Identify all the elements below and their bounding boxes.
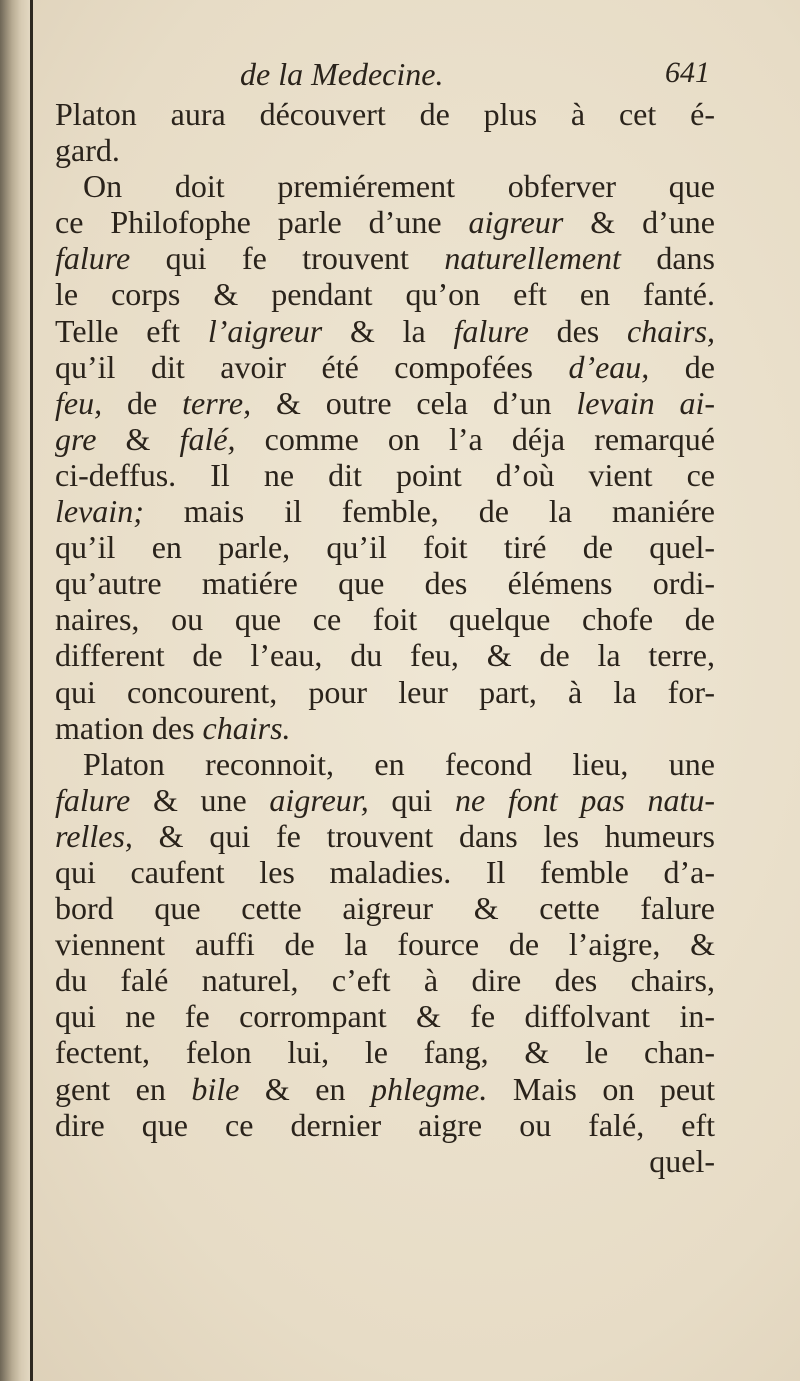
text-segment: & une bbox=[130, 781, 270, 818]
text-segment: gent en bbox=[55, 1070, 192, 1107]
text-line bbox=[55, 457, 715, 493]
text-line bbox=[55, 132, 715, 168]
text-segment: naires, ou que ce foit quelque chofe de bbox=[55, 601, 715, 638]
text-line bbox=[55, 637, 715, 673]
text-segment: qu’autre matiére que des élémens ordi- bbox=[55, 565, 715, 602]
text-segment: & outre cela d’un bbox=[251, 384, 577, 421]
text-segment: dire que ce dernier aigre ou falé, eft bbox=[55, 1106, 715, 1143]
italic-text: l’aigreur bbox=[207, 312, 323, 349]
text-line bbox=[55, 1071, 715, 1107]
text-line bbox=[55, 565, 715, 601]
body-text bbox=[55, 96, 715, 1179]
page-header bbox=[60, 56, 720, 96]
text-line bbox=[55, 890, 715, 926]
italic-text: gre bbox=[55, 420, 97, 457]
text-segment: viennent auffi de la fource de l’aigre, & bbox=[55, 926, 715, 963]
text-segment: Platon aura découvert de plus à cet é- bbox=[55, 96, 715, 132]
text-line bbox=[55, 493, 715, 529]
italic-text: falure bbox=[55, 240, 131, 277]
text-line bbox=[55, 854, 715, 890]
text-line bbox=[55, 385, 715, 421]
text-segment: & qui fe trouvent dans les humeurs bbox=[132, 817, 715, 854]
running-head: de la Medecine. bbox=[240, 56, 444, 92]
text-segment: qui fe trouvent bbox=[130, 240, 445, 277]
text-segment: bord que cette aigreur & cette falure bbox=[55, 890, 715, 927]
italic-text: aigreur, bbox=[269, 781, 369, 818]
text-segment: comme on l’a déja remarqué bbox=[235, 420, 716, 457]
text-line bbox=[55, 240, 715, 276]
text-segment: Mais on peut bbox=[487, 1070, 715, 1107]
text-segment: different de l’eau, du feu, & de la terre, bbox=[55, 637, 715, 674]
text-segment: qui ne fe corrompant & fe diffolvant in- bbox=[55, 998, 715, 1035]
text-segment: gard. bbox=[55, 132, 120, 169]
text-line bbox=[55, 926, 715, 962]
text-line bbox=[55, 601, 715, 637]
text-segment: mais il femble, de la maniére bbox=[143, 493, 715, 530]
page-number: 641 bbox=[665, 56, 710, 89]
text-line bbox=[55, 746, 715, 782]
text-line bbox=[55, 276, 715, 312]
text-segment: qui concourent, pour leur part, à la for- bbox=[55, 673, 715, 710]
text-line bbox=[55, 1107, 715, 1143]
italic-text: chairs. bbox=[202, 709, 291, 746]
italic-text: levain ai- bbox=[576, 384, 716, 421]
text-segment: de bbox=[649, 348, 716, 385]
text-segment: de bbox=[102, 384, 183, 421]
text-segment: quel- bbox=[649, 1142, 715, 1179]
text-segment: On doit premiérement obferver que bbox=[83, 168, 715, 205]
text-segment: ci-deffus. Il ne dit point d’où vient ce bbox=[55, 456, 715, 493]
text-segment: Platon reconnoit, en fecond lieu, une bbox=[83, 745, 715, 782]
italic-text: aigreur bbox=[468, 204, 564, 241]
italic-text: levain; bbox=[55, 493, 144, 530]
text-segment: qu’il dit avoir été compofées bbox=[55, 348, 569, 385]
text-line bbox=[55, 421, 715, 457]
text-line bbox=[55, 204, 715, 240]
italic-text: feu, bbox=[55, 384, 103, 421]
text-segment: Telle eft bbox=[55, 312, 208, 349]
text-segment: qui caufent les maladies. Il femble d’a- bbox=[55, 853, 715, 890]
text-line bbox=[55, 962, 715, 998]
text-line bbox=[55, 313, 715, 349]
text-segment: & en bbox=[239, 1070, 371, 1107]
text-line bbox=[55, 818, 715, 854]
italic-text: chairs, bbox=[627, 312, 716, 349]
text-segment: ce Philofophe parle d’une bbox=[55, 204, 469, 241]
book-gutter bbox=[0, 0, 30, 1381]
italic-text: naturellement bbox=[444, 240, 621, 277]
text-line bbox=[55, 96, 715, 132]
text-segment: des bbox=[528, 312, 628, 349]
text-line bbox=[55, 674, 715, 710]
italic-text: relles, bbox=[55, 817, 133, 854]
text-line bbox=[55, 782, 715, 818]
italic-text: bile bbox=[191, 1070, 240, 1107]
text-segment: le corps & pendant qu’on eft en fanté. bbox=[55, 276, 715, 313]
text-segment: qui bbox=[368, 781, 455, 818]
text-segment: fectent, felon lui, le fang, & le chan- bbox=[55, 1034, 715, 1071]
italic-text: falé, bbox=[179, 420, 236, 457]
text-segment: qu’il en parle, qu’il foit tiré de quel- bbox=[55, 529, 715, 566]
text-segment: & bbox=[96, 420, 180, 457]
italic-text: falure bbox=[453, 312, 529, 349]
text-line bbox=[55, 710, 715, 746]
text-segment: mation des bbox=[55, 709, 203, 746]
italic-text: terre, bbox=[182, 384, 252, 421]
text-line bbox=[55, 998, 715, 1034]
text-segment: & la bbox=[322, 312, 454, 349]
text-segment: & d’une bbox=[563, 204, 716, 241]
italic-text: phlegme. bbox=[370, 1070, 488, 1107]
text-line bbox=[55, 1034, 715, 1070]
text-line bbox=[55, 1143, 715, 1179]
italic-text: falure bbox=[55, 781, 131, 818]
text-segment: dans bbox=[620, 240, 716, 277]
text-line bbox=[55, 168, 715, 204]
text-line bbox=[55, 349, 715, 385]
text-line bbox=[55, 529, 715, 565]
italic-text: d’eau, bbox=[568, 348, 650, 385]
italic-text: ne font pas natu- bbox=[454, 781, 716, 818]
text-segment: du falé naturel, c’eft à dire des chairs, bbox=[55, 962, 715, 999]
gutter-edge bbox=[30, 0, 33, 1381]
